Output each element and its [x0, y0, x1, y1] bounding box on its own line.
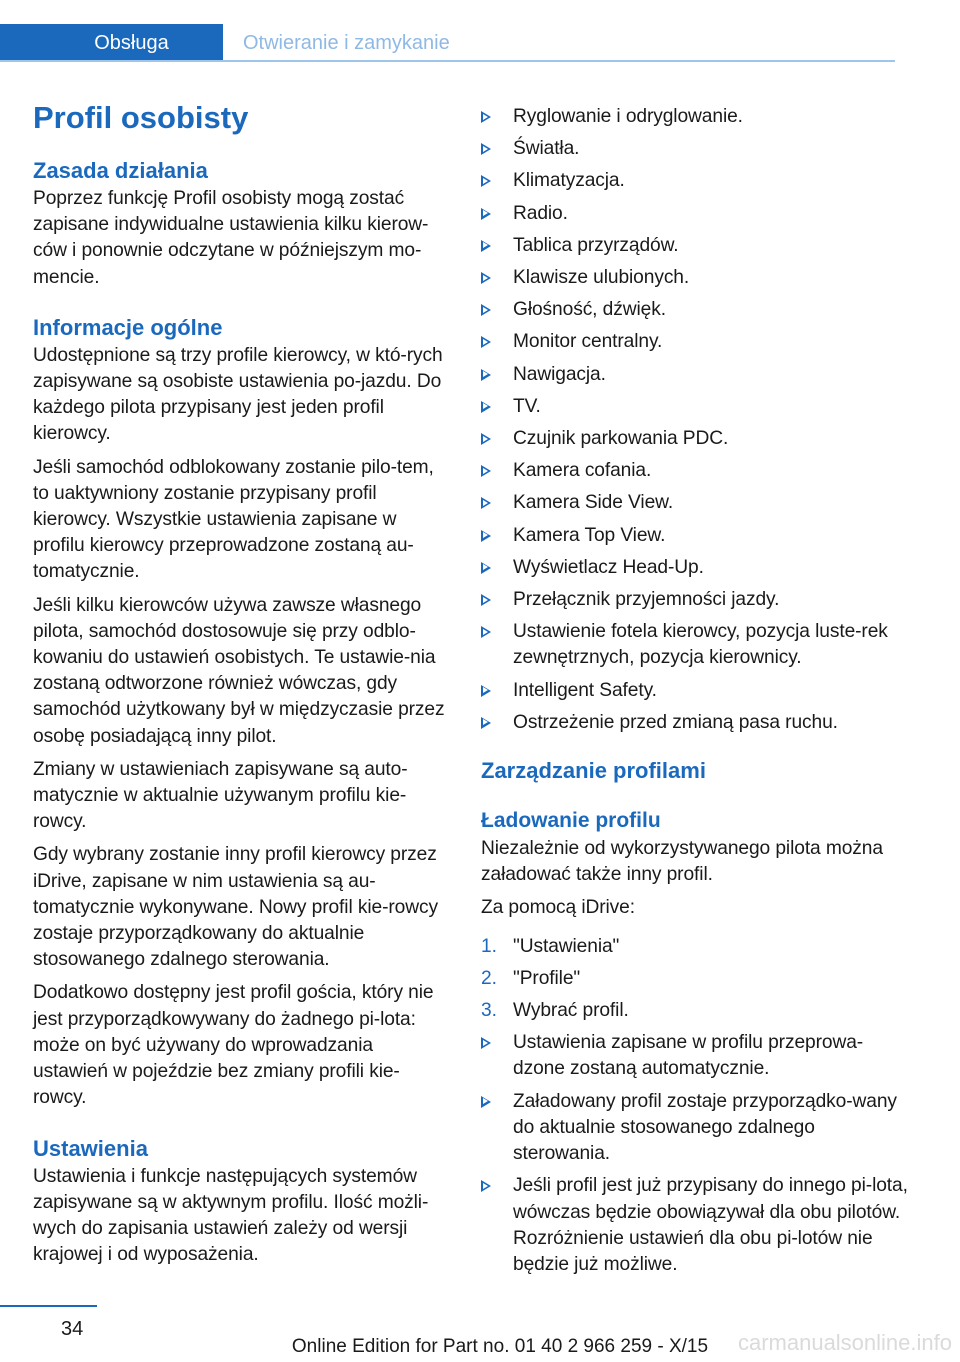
- heading-informacje-ogolne: Informacje ogólne: [33, 314, 223, 340]
- list-item: Wyświetlacz Head-Up.: [481, 555, 911, 581]
- triangle-bullet-icon: [481, 1037, 491, 1049]
- paragraph: Jeśli kilku kierowców używa zawsze własnego pilota, samochód dostosowuje się przy odblo‐kowaniu do ustawień osobistych. Te ustawie‐nia zostaną odtworzone również wówczas, gdy samochód użytkowany był w międzyczasie przez osobę posiadającą inny pilot.: [33, 594, 445, 747]
- paragraph: Zmiany w ustawieniach zapisywane są auto‐matycznie w aktualnie używanym profilu kie‐rowcy.: [33, 758, 408, 833]
- list-item: TV.: [481, 394, 911, 420]
- triangle-bullet-icon: [481, 497, 491, 509]
- list-item: Głośność, dźwięk.: [481, 297, 911, 323]
- step-item: 3. Wybrać profil.: [481, 998, 911, 1024]
- list-item: Załadowany profil zostaje przyporządko‐wany do aktualnie stosowanego zdalnego sterowania.: [481, 1089, 911, 1168]
- triangle-bullet-icon: [481, 175, 491, 187]
- list-item: Intelligent Safety.: [481, 678, 911, 704]
- list-item: Kamera cofania.: [481, 458, 911, 484]
- heading-ustawienia: Ustawienia: [33, 1135, 148, 1161]
- page-number: 34: [61, 1318, 84, 1340]
- triangle-bullet-icon: [481, 1180, 491, 1192]
- steps-list: [481, 934, 911, 1025]
- triangle-bullet-icon: [481, 401, 491, 413]
- triangle-bullet-icon: [481, 465, 491, 477]
- triangle-bullet-icon: [481, 369, 491, 381]
- triangle-bullet-icon: [481, 562, 491, 574]
- triangle-bullet-icon: [481, 626, 491, 638]
- list-item: Kamera Top View.: [481, 523, 911, 549]
- triangle-bullet-icon: [481, 717, 491, 729]
- step-item: 1. "Ustawienia": [481, 934, 911, 960]
- list-item: Tablica przyrządów.: [481, 233, 911, 259]
- watermark: carmanualsonline.info: [737, 1330, 952, 1355]
- list-item: Klawisze ulubionych.: [481, 265, 911, 291]
- chapter-tab: [0, 24, 223, 62]
- list-item: Monitor centralny.: [481, 329, 911, 355]
- list-item: Ustawienie fotela kierowcy, pozycja luste‐rek zewnętrznych, pozycja kierownicy.: [481, 619, 911, 671]
- paragraph: Udostępnione są trzy profile kierowcy, w któ‐rych zapisywane są osobiste ustawienia po‐jazdu. Do każdego pilota przypisany jest jeden profil kierowcy.: [33, 344, 443, 445]
- triangle-bullet-icon: [481, 304, 491, 316]
- right-column: [481, 104, 911, 1284]
- triangle-bullet-icon: [481, 336, 491, 348]
- triangle-bullet-icon: [481, 143, 491, 155]
- triangle-bullet-icon: [481, 530, 491, 542]
- paragraph: Ustawienia i funkcje następujących systemów zapisywane są w aktywnym profilu. Ilość możli‐wych do zapisania ustawień zależy od wersji krajowej i od wyposażenia.: [33, 1165, 429, 1266]
- triangle-bullet-icon: [481, 685, 491, 697]
- footer-rule: [0, 1305, 97, 1307]
- page-title: Profil osobisty: [33, 100, 249, 135]
- list-item: Jeśli profil jest już przypisany do innego pi‐lota, wówczas będzie obowiązywał dla obu pilotów. Rozróżnienie ustawień dla obu pi‐lotów nie będzie już możliwe.: [481, 1173, 911, 1278]
- triangle-bullet-icon: [481, 240, 491, 252]
- step-number: 2.: [481, 967, 497, 989]
- paragraph: Za pomocą iDrive:: [481, 897, 635, 919]
- section-title: Otwieranie i zamykanie: [243, 32, 450, 54]
- list-item: Ostrzeżenie przed zmianą pasa ruchu.: [481, 710, 911, 736]
- heading-zarzadzanie-profilami: Zarządzanie profilami: [481, 758, 706, 784]
- left-column: [33, 98, 449, 1275]
- list-item: Nawigacja.: [481, 362, 911, 388]
- list-item: Światła.: [481, 136, 911, 162]
- list-item: Przełącznik przyjemności jazdy.: [481, 587, 911, 613]
- paragraph: Niezależnie od wykorzystywanego pilota można załadować także inny profil.: [481, 838, 883, 886]
- list-item: Kamera Side View.: [481, 490, 911, 516]
- header-rule: [0, 60, 895, 62]
- paragraph: Dodatkowo dostępny jest profil gościa, który nie jest przyporządkowywany do żadnego pi‐lota: może on być używany do wprowadzania ustawień w pojeździe bez zmiany profili kie‐rowcy.: [33, 982, 434, 1109]
- saved-systems-list: [481, 104, 911, 736]
- paragraph: Poprzez funkcję Profil osobisty mogą zostać zapisane indywidualne ustawienia kilku kierow‐ców i ponownie odczytane w późniejszym mo‐mencie.: [33, 188, 429, 288]
- step-item: 2. "Profile": [481, 966, 911, 992]
- triangle-bullet-icon: [481, 433, 491, 445]
- list-item: Radio.: [481, 201, 911, 227]
- step-number: 3.: [481, 1000, 497, 1022]
- triangle-bullet-icon: [481, 594, 491, 606]
- paragraph: Gdy wybrany zostanie inny profil kierowcy przez iDrive, zapisane w nim ustawienia są au‐tomatycznie wykonywane. Nowy profil kie‐rowcy zostaje przyporządkowany do aktualnie stosowanego zdalnego sterowania.: [33, 844, 438, 971]
- triangle-bullet-icon: [481, 272, 491, 284]
- triangle-bullet-icon: [481, 208, 491, 220]
- list-item: Ryglowanie i odryglowanie.: [481, 104, 911, 130]
- page-header: [0, 24, 895, 62]
- step-number: 1.: [481, 935, 497, 957]
- triangle-bullet-icon: [481, 111, 491, 123]
- list-item: Klimatyzacja.: [481, 168, 911, 194]
- edition-note: Online Edition for Part no. 01 40 2 966 259 - X/15: [291, 1336, 709, 1357]
- chapter-tab-label: Obsługa: [94, 31, 169, 54]
- list-item: Czujnik parkowania PDC.: [481, 426, 911, 452]
- paragraph: Jeśli samochód odblokowany zostanie pilo‐tem, to uaktywniony zostanie przypisany profil kierowcy. Wszystkie ustawienia zapisane w profilu kierowcy przeprowadzone zostaną au‐tomatycznie.: [33, 456, 434, 583]
- heading-ladowanie-profilu: Ładowanie profilu: [481, 809, 661, 833]
- triangle-bullet-icon: [481, 1096, 491, 1108]
- heading-zasada-dzialania: Zasada działania: [33, 158, 208, 183]
- list-item: Ustawienia zapisane w profilu przeprowa‐dzone zostaną automatycznie.: [481, 1030, 911, 1082]
- notes-list: [481, 1030, 911, 1278]
